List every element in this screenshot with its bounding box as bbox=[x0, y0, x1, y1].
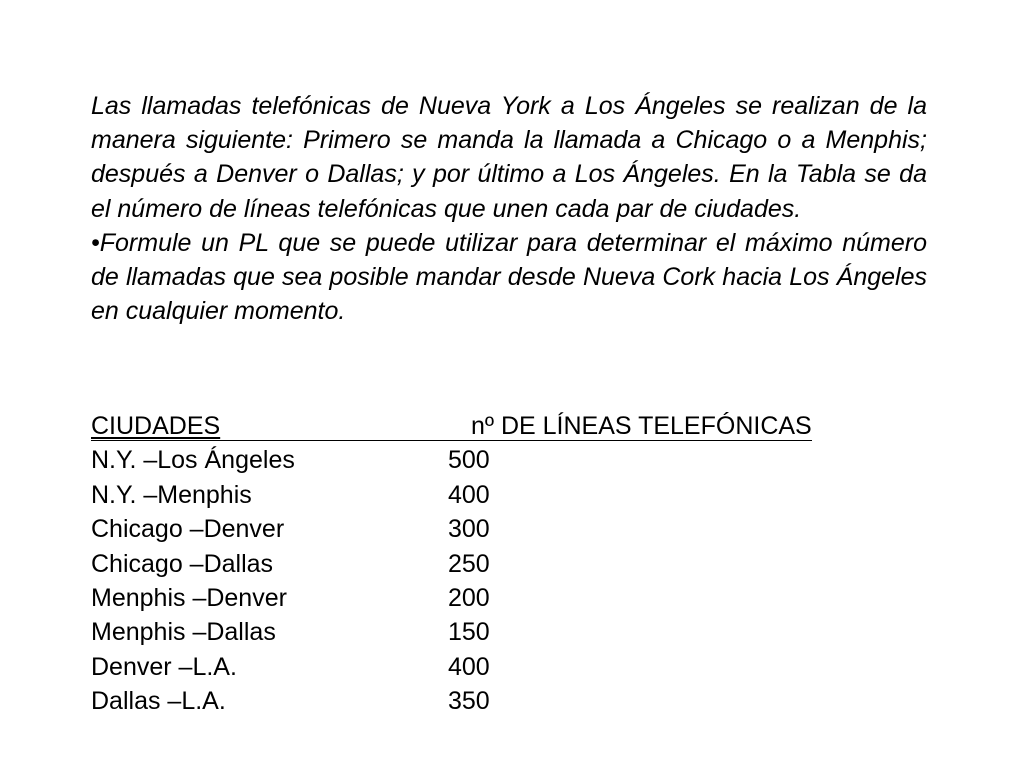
lines-cell: 300 bbox=[448, 515, 490, 544]
route-cell: Dallas –L.A. bbox=[91, 687, 226, 716]
lines-cell: 200 bbox=[448, 583, 490, 612]
route-cell: Chicago –Dallas bbox=[91, 549, 274, 578]
table-row bbox=[91, 581, 871, 615]
table-row bbox=[91, 684, 871, 718]
route-cell: Denver –L.A. bbox=[91, 652, 237, 681]
lines-cell: 500 bbox=[448, 446, 490, 475]
table-row bbox=[91, 443, 871, 477]
lines-cell: 400 bbox=[448, 652, 490, 681]
phone-lines-table bbox=[91, 409, 871, 719]
route-cell: Menphis –Dallas bbox=[91, 618, 276, 647]
table-header bbox=[91, 409, 871, 443]
lines-cell: 250 bbox=[448, 549, 490, 578]
table-row bbox=[91, 478, 871, 512]
table-row bbox=[91, 615, 871, 649]
route-cell: N.Y. –Menphis bbox=[91, 480, 252, 509]
header-lines: nº DE LÍNEAS TELEFÓNICAS bbox=[471, 409, 812, 443]
route-cell: Chicago –Denver bbox=[91, 515, 285, 544]
lines-cell: 150 bbox=[448, 618, 490, 647]
intro-paragraph: Las llamadas telefónicas de Nueva York a Los Ángeles se realizan de la manera siguiente: Primero se manda la llamada a Chicago o a Menphis; después a Denver o Dallas; y por último a Los Ángeles. En la Tabla se da el número de líneas telefónicas que unen cada par de ciudades. bbox=[91, 92, 927, 223]
route-cell: Menphis –Denver bbox=[91, 583, 287, 612]
table-row bbox=[91, 650, 871, 684]
header-cities: CIUDADES bbox=[91, 409, 448, 443]
lines-cell: 350 bbox=[448, 687, 490, 716]
route-cell: N.Y. –Los Ángeles bbox=[91, 446, 295, 475]
problem-statement bbox=[91, 89, 927, 328]
table-row bbox=[91, 547, 871, 581]
table-row bbox=[91, 512, 871, 546]
task-paragraph: •Formule un PL que se puede utilizar para determinar el máximo número de llamadas que sea posible mandar desde Nueva Cork hacia Los Ángeles en cualquier momento. bbox=[91, 228, 927, 326]
lines-cell: 400 bbox=[448, 480, 490, 509]
